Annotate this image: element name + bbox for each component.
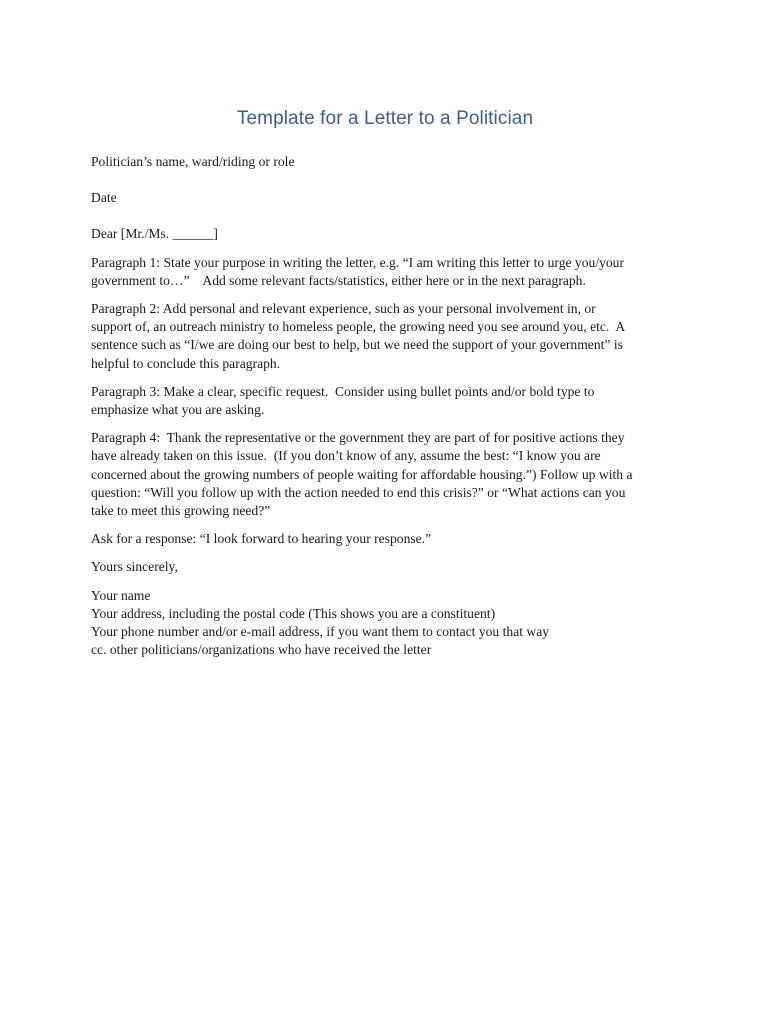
paragraph-1-line: Paragraph 1: State your purpose in writing the letter, e.g. “I am writing this letter to urge you/your	[91, 254, 625, 270]
paragraph-3	[91, 383, 691, 419]
signature-line: Your phone number and/or e-mail address, if you want them to contact you that way	[91, 624, 550, 640]
closing-line: Yours sincerely,	[91, 559, 178, 575]
paragraph-2	[91, 300, 691, 373]
paragraph-4-line: have already taken on this issue. (If you don’t know of any, assume the best: “I know you are	[91, 448, 601, 464]
letter-body	[91, 153, 691, 669]
signature-line: cc. other politicians/organizations who have received the letter	[91, 642, 432, 658]
signature-line: Your name	[91, 587, 151, 603]
document-title: Template for a Letter to a Politician	[236, 108, 534, 129]
paragraph-1-line: government to…” Add some relevant facts/statistics, either here or in the next paragraph.	[91, 272, 586, 288]
signature-line: Your address, including the postal code (This shows you are a constituent)	[91, 605, 496, 621]
paragraph-4-line: Paragraph 4: Thank the representative or the government they are part of for positive actions they	[91, 430, 625, 446]
salutation-line: Dear [Mr./Ms. ______]	[91, 226, 218, 242]
paragraph-4-line: concerned about the growing numbers of people waiting for affordable housing.”) Follow up with a	[91, 466, 633, 482]
signature-block	[91, 587, 691, 660]
response-request: Ask for a response: “I look forward to hearing your response.”	[91, 531, 432, 547]
date-line: Date	[91, 190, 117, 206]
politician-line: Politician’s name, ward/riding or role	[91, 154, 295, 169]
paragraph-1	[91, 254, 691, 290]
paragraph-4-line: take to meet this growing need?”	[91, 503, 271, 519]
paragraph-3-line: emphasize what you are asking.	[91, 402, 265, 418]
paragraph-3-line: Paragraph 3: Make a clear, specific request. Consider using bullet points and/or bold type to	[91, 383, 595, 399]
paragraph-2-line: sentence such as “I/we are doing our best to help, but we need the support of your government” is	[91, 337, 623, 353]
paragraph-4	[91, 429, 691, 520]
paragraph-2-line: helpful to conclude this paragraph.	[91, 355, 281, 371]
paragraph-2-line: Paragraph 2: Add personal and relevant experience, such as your personal involvement in, or	[91, 301, 596, 317]
paragraph-2-line: support of, an outreach ministry to homeless people, the growing need you see around you, etc. A	[91, 319, 626, 335]
paragraph-4-line: question: “Will you follow up with the action needed to end this crisis?” or “What actions can you	[91, 484, 626, 500]
